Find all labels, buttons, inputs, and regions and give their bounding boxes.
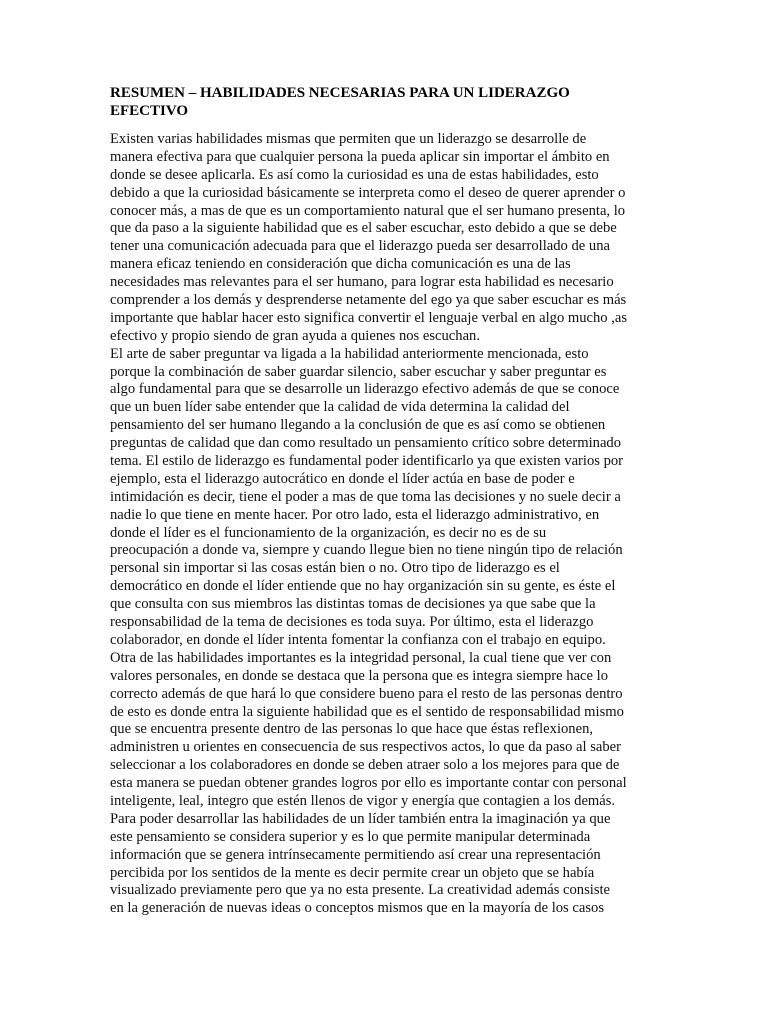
text-line: información que se genera intrínsecamente permitiendo así crear una representación: [110, 846, 601, 863]
text-line: tema. El estilo de liderazgo es fundamental poder identificarlo ya que existen varios por: [110, 453, 624, 470]
text-line: valores personales, en donde se destaca que la persona que es integra siempre hace lo: [110, 667, 609, 684]
text-line: pensamiento del ser humano llegando a la conclusión de que es así como se obtienen: [110, 417, 606, 434]
paragraph-integridad: [110, 650, 670, 811]
text-line: que un buen líder sabe entender que la calidad de vida determina la calidad del: [110, 399, 570, 416]
text-line: efectivo y propio siendo de gran ayuda a quienes nos escuchan.: [110, 327, 480, 344]
document-title: [110, 84, 670, 120]
text-line: percibida por los sentidos de la mente es decir permite crear un objeto que se había: [110, 864, 595, 881]
text-line: importante que hablar hacer esto significa convertir el lenguaje verbal en algo mucho ,as: [110, 309, 628, 326]
text-line: nadie lo que tiene en mente hacer. Por otro lado, esta el liderazgo administrativo, en: [110, 506, 600, 523]
text-line: comprender a los demás y desprenderse netamente del ego ya que saber escuchar es más: [110, 292, 627, 309]
text-line: que se encuentra presente dentro de las personas lo que hace que éstas reflexionen,: [110, 721, 594, 738]
text-line: Para poder desarrollar las habilidades de un líder también entra la imaginación ya que: [110, 810, 611, 827]
text-line: que da paso a la siguiente habilidad que es el saber escuchar, esto debido a que se debe: [110, 220, 617, 237]
text-line: preocupación a donde va, siempre y cuando llegue bien no tiene ningún tipo de relación: [110, 542, 623, 559]
text-line: colaborador, en donde el líder intenta fomentar la confianza con el trabajo en equipo.: [110, 631, 606, 648]
text-line: algo fundamental para que se desarrolle un liderazgo efectivo además de que se conoce: [110, 381, 620, 398]
text-line: donde se desee aplicarla. Es así como la curiosidad es una de estas habilidades, esto: [110, 166, 599, 183]
text-line: en la generación de nuevas ideas o conceptos mismos que en la mayoría de los casos: [110, 900, 604, 917]
text-line: preguntas de calidad que dan como resultado un pensamiento crítico sobre determinado: [110, 435, 622, 452]
title-line: RESUMEN – HABILIDADES NECESARIAS PARA UN LIDERAZGO: [110, 85, 570, 101]
text-line: responsabilidad de la tema de decisiones es toda suya. Por último, esta el liderazgo: [110, 614, 594, 631]
text-line: intimidación es decir, tiene el poder a mas de que toma las decisiones y no suele decir a: [110, 488, 621, 505]
text-line: esta manera se puedan obtener grandes logros por ello es importante contar con personal: [110, 775, 627, 792]
text-line: inteligente, leal, integro que estén llenos de vigor y energía que contagien a los demás.: [110, 792, 616, 809]
text-line: tener una comunicación adecuada para que el liderazgo pueda ser desarrollado de una: [110, 238, 610, 255]
title-line: EFECTIVO: [110, 102, 189, 119]
text-line: que consulta con sus miembros las distintas tomas de decisiones ya que sabe que la: [110, 596, 596, 613]
text-line: El arte de saber preguntar va ligada a la habilidad anteriormente mencionada, esto: [110, 345, 589, 362]
text-line: Existen varias habilidades mismas que permiten que un liderazgo se desarrolle de: [110, 131, 587, 147]
document-body: [110, 131, 670, 918]
text-line: correcto además de que hará lo que considere bueno para el resto de las personas dentro: [110, 685, 623, 702]
text-line: este pensamiento se considera superior y es lo que permite manipular determinada: [110, 828, 591, 845]
paragraph-curiosidad: [110, 131, 670, 346]
text-line: ejemplo, esta el liderazgo autocrático en donde el líder actúa en base de poder e: [110, 470, 575, 487]
text-line: debido a que la curiosidad básicamente se interpreta como el deseo de querer aprender o: [110, 184, 626, 201]
text-line: democrático en donde el líder entiende que no hay organización sin su gente, es éste el: [110, 578, 616, 595]
text-line: conocer más, a mas de que es un comportamiento natural que el ser humano presenta, lo: [110, 202, 626, 219]
text-line: necesidades mas relevantes para el ser humano, para lograr esta habilidad es necesario: [110, 274, 614, 291]
text-line: Otra de las habilidades importantes es la integridad personal, la cual tiene que ver con: [110, 649, 612, 666]
text-line: porque la combinación de saber guardar silencio, saber escuchar y saber preguntar es: [110, 363, 607, 380]
text-line: donde el líder es el funcionamiento de la organización, es decir no es de su: [110, 524, 547, 541]
text-line: manera efectiva para que cualquier persona la pueda aplicar sin importar el ámbito en: [110, 148, 610, 165]
text-line: personal sin importar si las cosas están bien o no. Otro tipo de liderazgo es el: [110, 560, 560, 577]
paragraph-imaginacion: [110, 811, 670, 918]
text-line: manera eficaz teniendo en consideración que dicha comunicación es una de las: [110, 256, 571, 273]
text-line: visualizado previamente pero que ya no esta presente. La creatividad además consiste: [110, 882, 611, 899]
text-line: administren u orientes en consecuencia de sus respectivos actos, lo que da paso al saber: [110, 739, 622, 756]
text-line: de esto es donde entra la siguiente habilidad que es el sentido de responsabilidad mismo: [110, 703, 624, 720]
text-line: seleccionar a los colaboradores en donde se deben atraer solo a los mejores para que de: [110, 757, 620, 774]
paragraph-saber-preguntar: [110, 346, 670, 650]
